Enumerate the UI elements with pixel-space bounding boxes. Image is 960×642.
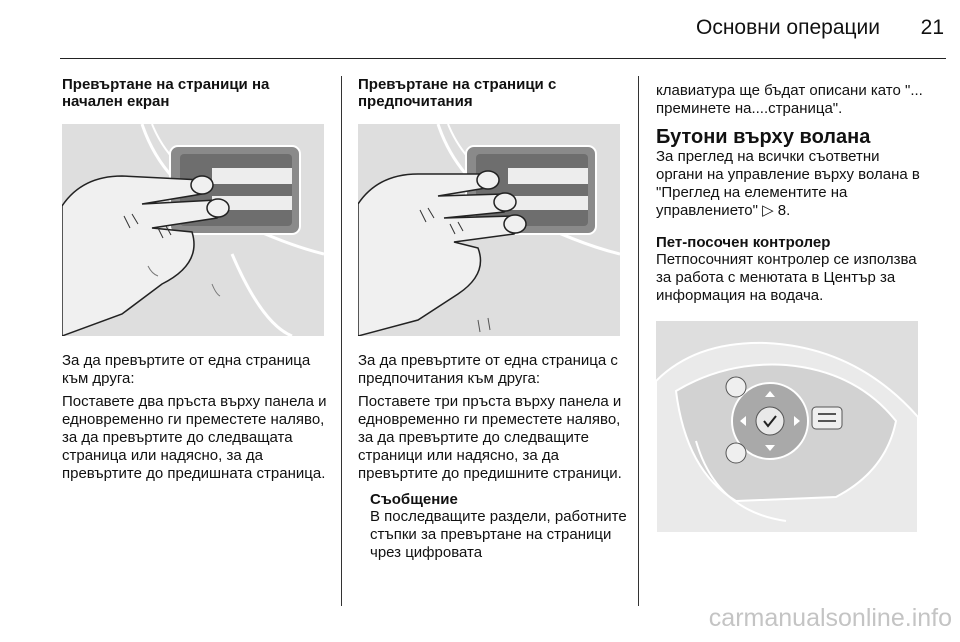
column-divider-2 (638, 76, 639, 606)
header-rule (60, 58, 946, 59)
touchpad-hand-drawing (358, 124, 620, 336)
steering-wheel-controls-illustration (656, 321, 918, 533)
column-1 (62, 76, 332, 483)
column-3 (656, 82, 926, 533)
page-number: 21 (920, 16, 944, 39)
body-text-2: Петпосочният контролер се използва за работа с менютата в Център за информация на водача. (656, 251, 917, 304)
column-2 (358, 76, 630, 562)
two-finger-scroll-illustration (62, 124, 324, 336)
intro-text: За да превъртите от една страница с предпочитания към друга: (358, 352, 618, 387)
steering-wheel-drawing (656, 321, 918, 533)
intro-text: За да превъртите от една страница към друга: (62, 352, 311, 387)
touchpad-hand-drawing (62, 124, 324, 336)
body-text: Поставете три пръста върху панела и едновременно ги преместете наляво, за да превъртите до следващите страници или надясно, за да превъртите до предишните страници. (358, 393, 622, 482)
section-heading: Превъртане на страници на начален екран (62, 76, 270, 110)
note-body: В последващите раздели, работните стъпки за превъртане на страници чрез цифровата (370, 508, 627, 561)
continued-text: клавиатура ще бъдат описани като "... преминете на....страница". (656, 82, 923, 117)
body-text: Поставете два пръста върху панела и едновременно ги преместете наляво, за да превъртите до следващата страница или надясно, за да превъртите до предишната страница. (62, 393, 327, 482)
body-text (656, 148, 926, 220)
column-divider-1 (341, 76, 342, 606)
page-header-title: Основни операции (695, 16, 880, 39)
note-title: Съобщение (370, 491, 458, 508)
arrow-ref-icon: ▷ (762, 202, 774, 219)
three-finger-scroll-illustration (358, 124, 620, 336)
section-heading: Превъртане на страници с предпочитания (358, 76, 557, 110)
section-heading-large: Бутони върху волана (656, 126, 871, 148)
note-box (370, 491, 630, 562)
subsection-heading: Пет-посочен контролер (656, 234, 831, 251)
page-reference[interactable]: 8. (777, 202, 791, 219)
body-text-main: За преглед на всички съответни органи на управление върху волана в "Преглед на елементите на управлението" (656, 148, 920, 219)
watermark: carmanualsonline.info (708, 604, 952, 632)
